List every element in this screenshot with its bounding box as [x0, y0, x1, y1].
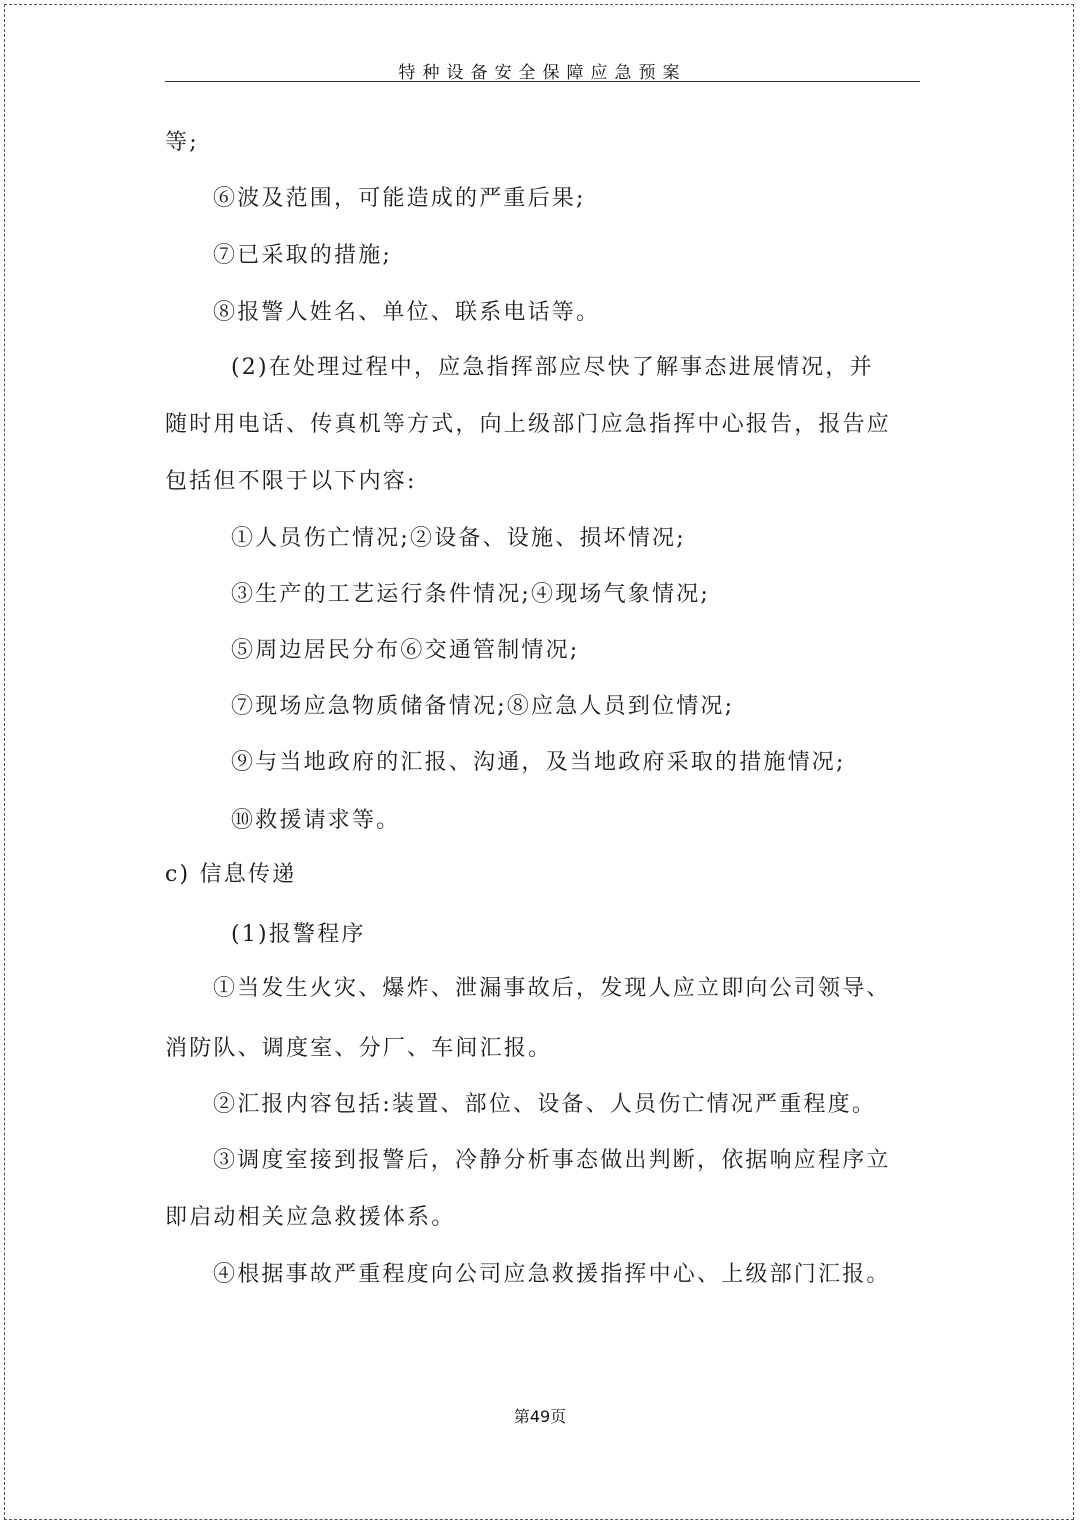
text-line: ①当发生火灾、爆炸、泄漏事故后，发现人应立即向公司领导、	[213, 976, 891, 1001]
text-line: ⑤周边居民分布⑥交通管制情况;	[231, 638, 580, 663]
header-rule	[165, 81, 920, 82]
text-line: 等;	[165, 130, 199, 155]
header-title: 特种设备安全保障应急预案	[398, 63, 687, 83]
text-line: ⑥波及范围，可能造成的严重后果;	[213, 186, 586, 211]
text-line: ⑦现场应急物质储备情况;⑧应急人员到位情况;	[231, 694, 735, 719]
text-line: 随时用电话、传真机等方式，向上级部门应急指挥中心报告，报告应	[165, 412, 892, 437]
text-line: 消防队、调度室、分厂、车间汇报。	[165, 1036, 553, 1061]
text-line: ⑨与当地政府的汇报、沟通，及当地政府采取的措施情况;	[231, 750, 846, 775]
text-line: ⑦已采取的措施;	[213, 243, 393, 268]
text-line: 包括但不限于以下内容:	[165, 469, 417, 494]
text-line: ①人员伤亡情况;②设备、设施、损坏情况;	[231, 526, 686, 551]
text-line: ④根据事故严重程度向公司应急救援指挥中心、上级部门汇报。	[213, 1262, 891, 1287]
text-line: ②汇报内容包括:装置、部位、设备、人员伤亡情况严重程度。	[213, 1092, 877, 1117]
text-line: 即启动相关应急救援体系。	[165, 1205, 456, 1230]
text-line: ③调度室接到报警后，冷静分析事态做出判断，依据响应程序立	[213, 1148, 891, 1173]
text-line: (2)在处理过程中，应急指挥部应尽快了解事态进展情况，并	[231, 355, 874, 380]
page-number: 第49页	[513, 1407, 567, 1426]
text-line: ③生产的工艺运行条件情况;④现场气象情况;	[231, 582, 711, 607]
text-line: c) 信息传递	[165, 862, 297, 887]
text-line: (1)报警程序	[231, 922, 366, 947]
text-line: ⑧报警人姓名、单位、联系电话等。	[213, 300, 601, 325]
text-line: ⑩救援请求等。	[231, 808, 401, 833]
